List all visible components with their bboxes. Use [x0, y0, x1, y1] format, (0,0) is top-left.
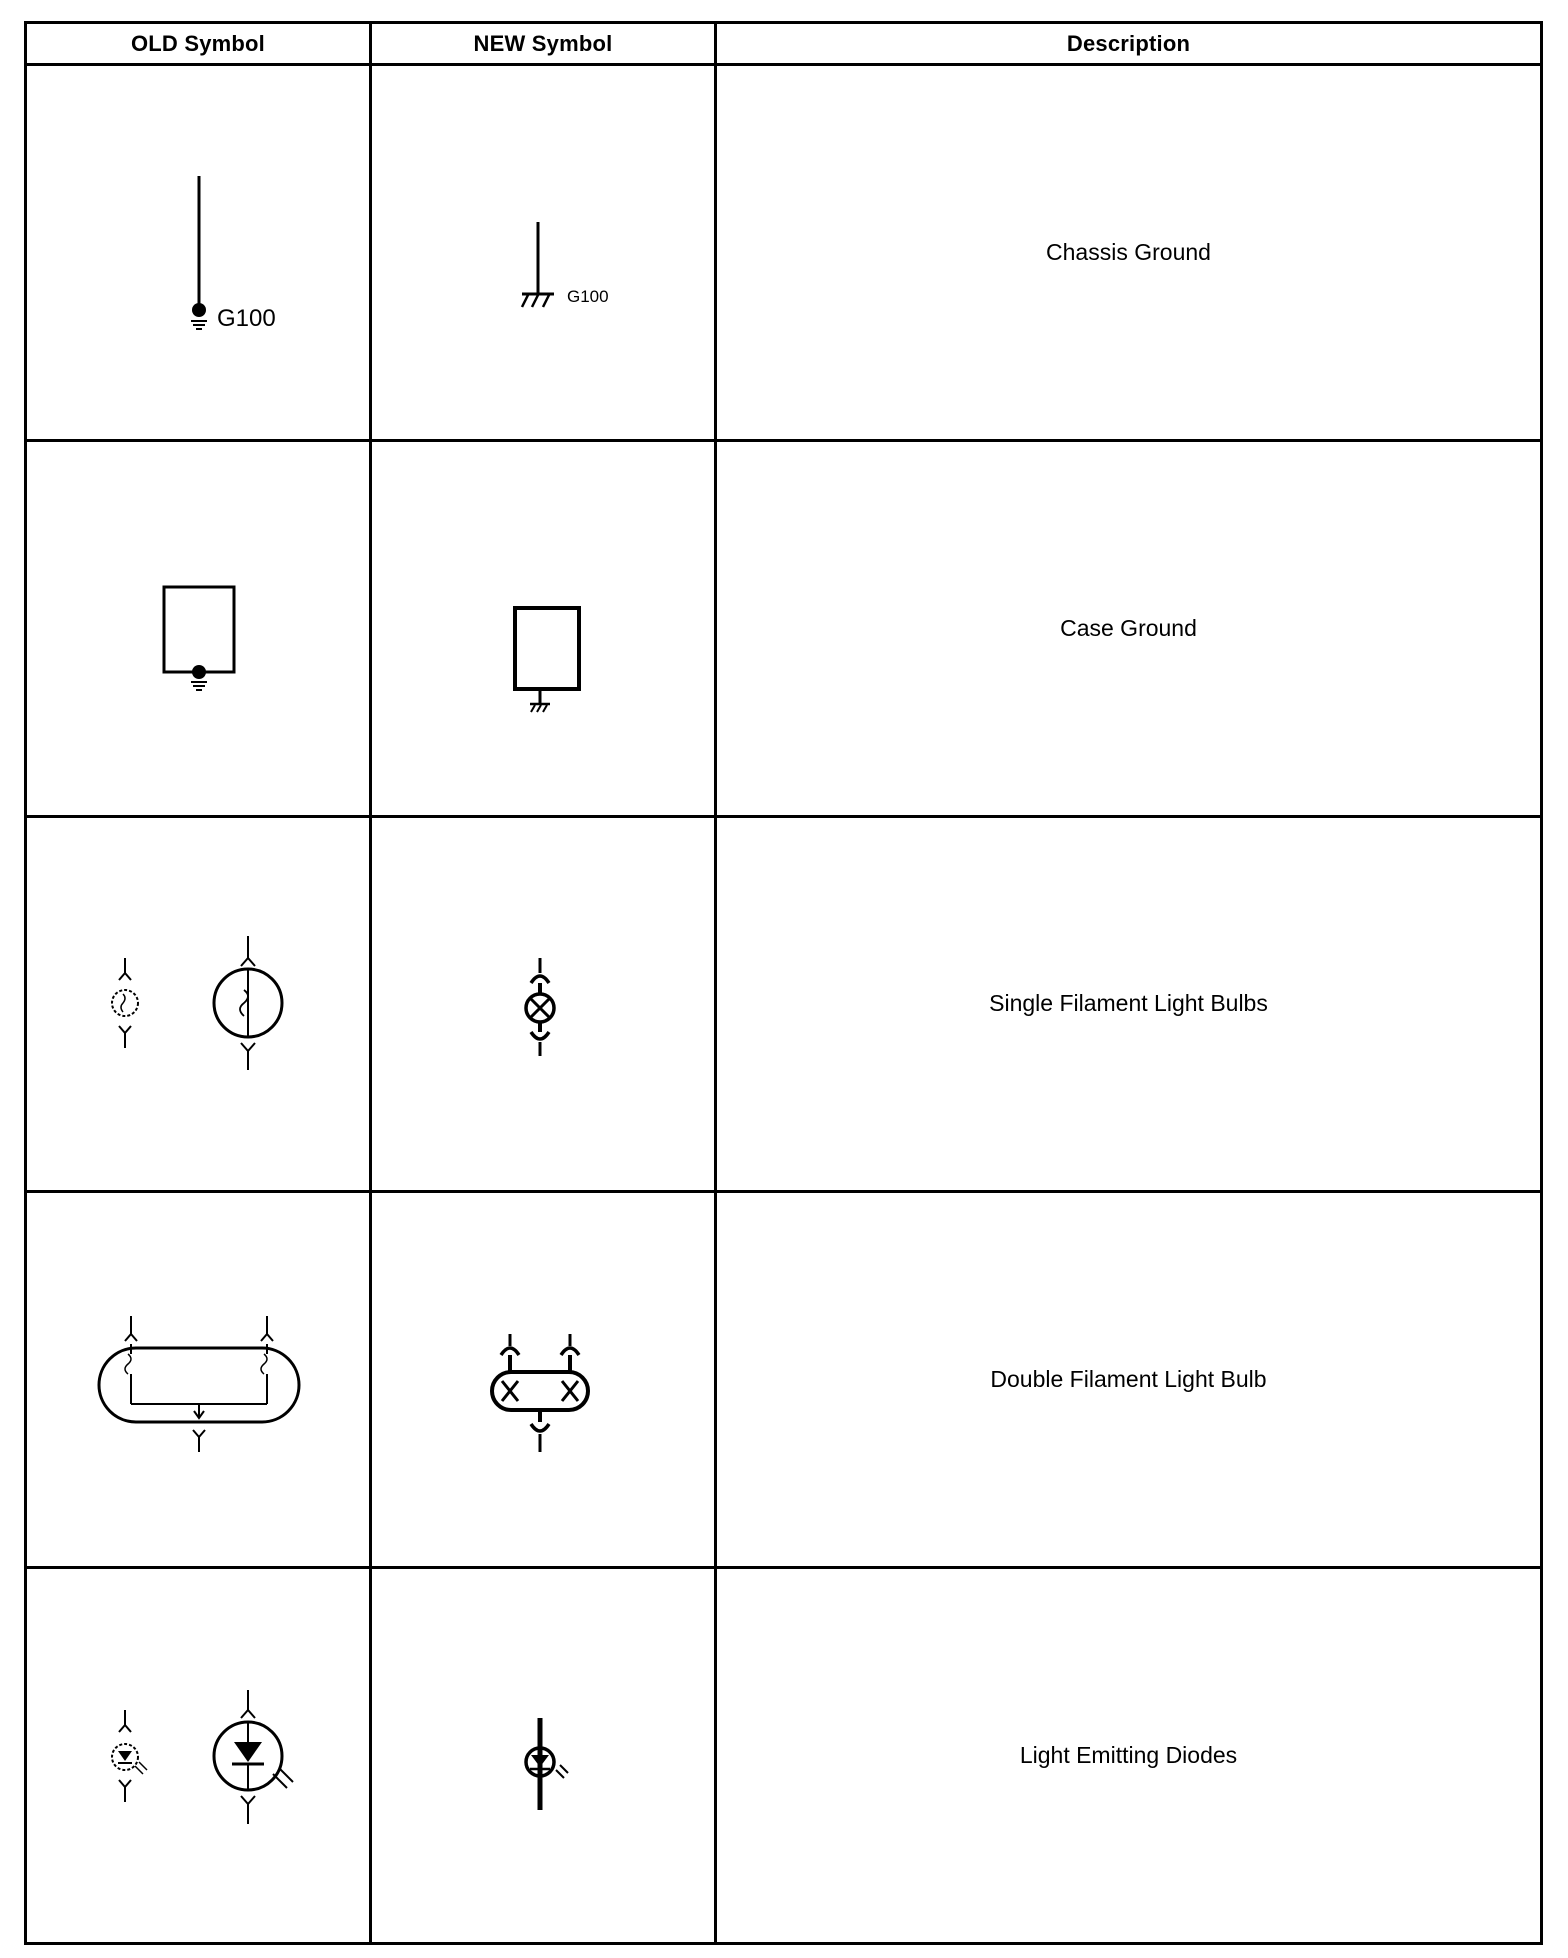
- double-filament-bulb-old-icon: [27, 1194, 372, 1566]
- new-symbol-cell: [371, 1568, 716, 1944]
- old-symbol-cell: [26, 440, 371, 816]
- old-symbol-cell: [26, 1192, 371, 1568]
- symbol-comparison-table: [24, 21, 1543, 1945]
- case-ground-new-icon: [372, 442, 717, 814]
- new-symbol-cell: [371, 816, 716, 1192]
- new-symbol-cell: [371, 65, 716, 441]
- description-cell: Light Emitting Diodes: [716, 1568, 1542, 1944]
- table-row: [26, 1568, 1542, 1944]
- table-row: [26, 65, 1542, 441]
- case-ground-old-icon: [27, 442, 372, 814]
- single-filament-bulb-new-icon: [372, 818, 717, 1190]
- table-row: [26, 440, 1542, 816]
- header-new-symbol: NEW Symbol: [371, 23, 716, 65]
- new-symbol-cell: [371, 1192, 716, 1568]
- table-row: [26, 1192, 1542, 1568]
- old-symbol-cell: [26, 65, 371, 441]
- new-ground-label: G100: [567, 287, 609, 307]
- old-symbol-cell: [26, 816, 371, 1192]
- double-filament-bulb-new-icon: [372, 1194, 717, 1566]
- header-row: [26, 23, 1542, 65]
- header-description: Description: [716, 23, 1542, 65]
- table-row: [26, 816, 1542, 1192]
- description-cell: Chassis Ground: [716, 65, 1542, 441]
- chassis-ground-new-icon: [372, 66, 717, 438]
- single-filament-bulb-old-icon: [27, 818, 372, 1190]
- description-cell: Case Ground: [716, 440, 1542, 816]
- header-old-symbol: OLD Symbol: [26, 23, 371, 65]
- old-ground-label: G100: [217, 305, 276, 333]
- chassis-ground-old-icon: [27, 66, 372, 438]
- description-cell: Single Filament Light Bulbs: [716, 816, 1542, 1192]
- led-old-icon: [27, 1570, 372, 1942]
- old-symbol-cell: [26, 1568, 371, 1944]
- led-new-icon: [372, 1570, 717, 1942]
- new-symbol-cell: [371, 440, 716, 816]
- description-cell: Double Filament Light Bulb: [716, 1192, 1542, 1568]
